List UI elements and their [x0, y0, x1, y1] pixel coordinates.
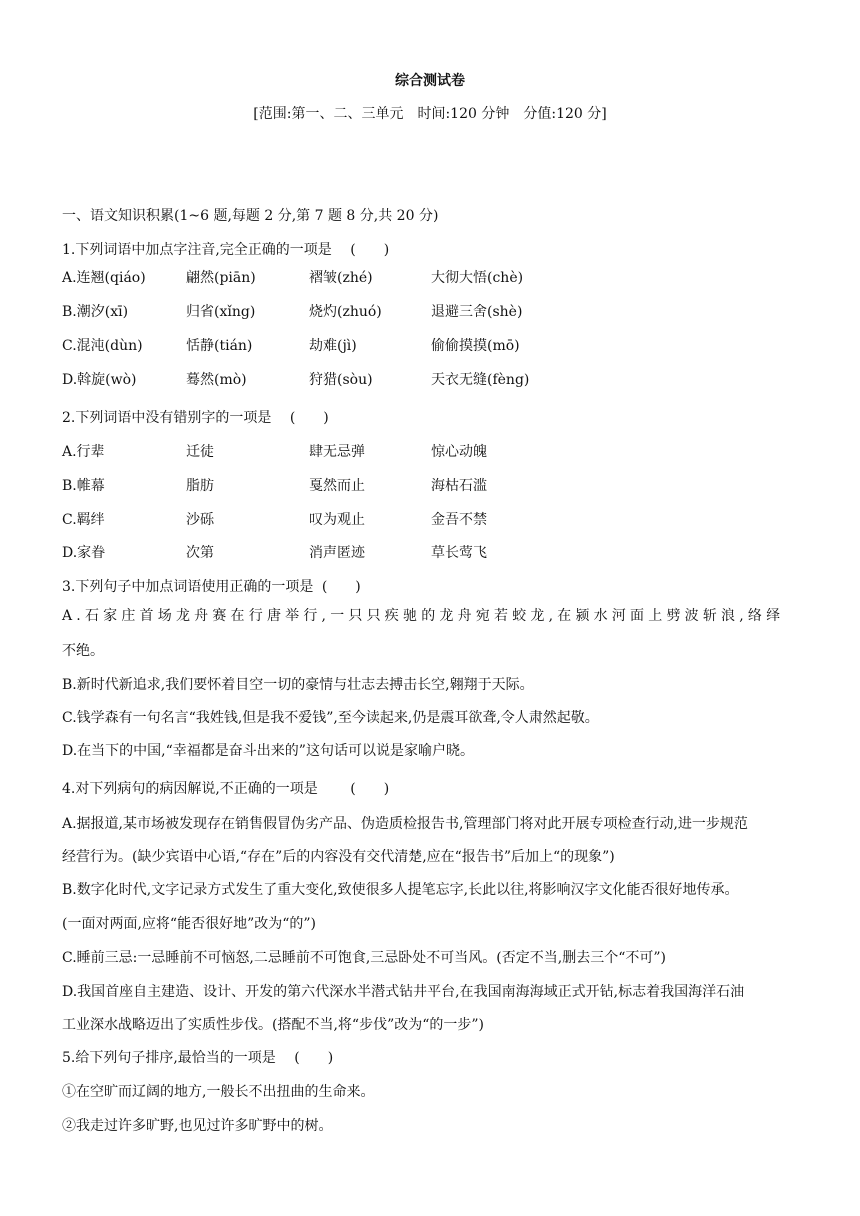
- q2-option-c: C.羁绊: [62, 512, 105, 528]
- question-1-stem: [62, 240, 390, 260]
- q4-option-b-line1: B.数字化时代,文字记录方式发生了重大变化,致使很多人提笔忘字,长此以往,将影响汉字文化能否很好地传承。: [62, 882, 739, 898]
- q4-option-d-line1: D.我国首座自主建造、设计、开发的第六代深水半潜式钻井平台,在我国南海海域正式开钻,标志着我国海洋石油: [62, 984, 745, 1000]
- q2-option-b-word4: 海枯石滥: [431, 478, 487, 494]
- q2-option-a-word2: 迁徒: [186, 444, 214, 460]
- q2-option-c-word2: 沙砾: [186, 512, 214, 528]
- q2-option-a-word4: 惊心动魄: [431, 444, 487, 460]
- q1-option-b: B.潮汐(xī): [62, 304, 129, 320]
- answer-blank: ( ): [294, 1050, 334, 1066]
- q1-option-c: C.混沌(dùn): [62, 338, 143, 354]
- q5-sentence-1: ①在空旷而辽阔的地方,一般长不出扭曲的生命来。: [62, 1084, 375, 1100]
- q1-option-a-word3: 褶皱(zhé): [309, 270, 373, 286]
- q3-option-a-line1: A.石家庄首场龙舟赛在行唐举行,一只只疾驰的龙舟宛若蛟龙,在颍水河面上劈波斩浪,络绎: [62, 608, 785, 624]
- question-text: 1.下列词语中加点字注音,完全正确的一项是: [62, 242, 332, 258]
- q1-option-c-word3: 劫难(jì): [309, 338, 357, 354]
- q3-option-c: C.钱学森有一句名言“我姓钱,但是我不爱钱”,至今读起来,仍是震耳欲聋,令人肃然起敬。: [62, 710, 599, 726]
- q1-option-b-word4: 退避三舍(shè): [431, 304, 523, 320]
- q2-option-a-word3: 肆无忌弹: [309, 444, 365, 460]
- q3-option-d: D.在当下的中国,“幸福都是奋斗出来的”这句话可以说是家喻户晓。: [62, 743, 474, 759]
- q1-option-d-word4: 天衣无缝(fèng): [431, 372, 530, 388]
- q2-option-d: D.家眷: [62, 545, 106, 561]
- answer-blank: ( ): [289, 410, 329, 426]
- q2-option-d-word2: 次第: [186, 545, 214, 561]
- answer-blank: ( ): [350, 242, 390, 258]
- q1-option-a-word4: 大彻大悟(chè): [431, 270, 524, 286]
- question-4-stem: [62, 779, 390, 799]
- section-heading: 一、语文知识积累(1~6 题,每题 2 分,第 7 题 8 分,共 20 分): [62, 208, 439, 224]
- q2-option-d-word4: 草长莺飞: [431, 545, 487, 561]
- q1-option-c-word2: 恬静(tián): [186, 338, 253, 354]
- q2-option-c-word4: 金吾不禁: [431, 512, 487, 528]
- q3-option-b: B.新时代新追求,我们要怀着目空一切的豪情与壮志去搏击长空,翱翔于天际。: [62, 677, 534, 693]
- exam-scope-info: [范围:第一、二、三单元 时间:120 分钟 分值:120 分]: [253, 106, 607, 122]
- q4-option-b-line2: (一面对两面,应将“能否很好地”改为“的”): [62, 916, 317, 932]
- q1-option-b-word2: 归省(xǐng): [186, 304, 256, 320]
- q2-option-d-word3: 消声匿迹: [309, 545, 365, 561]
- question-2-stem: [62, 408, 330, 428]
- q3-option-a-line2: 不绝。: [62, 643, 104, 659]
- question-text: 2.下列词语中没有错别字的一项是: [62, 410, 272, 426]
- answer-blank: ( ): [350, 781, 390, 797]
- q2-option-b: B.帷幕: [62, 478, 105, 494]
- exam-title: 综合测试卷: [395, 73, 465, 89]
- q1-option-a-word2: 翩然(piān): [186, 270, 256, 286]
- q5-sentence-2: ②我走过许多旷野,也见过许多旷野中的树。: [62, 1118, 333, 1134]
- question-3-stem: [62, 577, 362, 597]
- q2-option-a: A.行辈: [62, 444, 105, 460]
- q2-option-c-word3: 叹为观止: [309, 512, 365, 528]
- q1-option-a: A.连翘(qiáo): [62, 270, 146, 286]
- q4-option-d-line2: 工业深水战略迈出了实质性步伐。(搭配不当,将“步伐”改为“的一步”): [62, 1017, 485, 1033]
- question-5-stem: [62, 1048, 334, 1068]
- q2-option-b-word3: 戛然而止: [309, 478, 365, 494]
- q4-option-a-line2: 经营行为。(缺少宾语中心语,“存在”后的内容没有交代清楚,应在“报告书”后加上“的现象”): [62, 849, 615, 865]
- answer-blank: ( ): [321, 579, 361, 595]
- q1-option-c-word4: 偷偷摸摸(mō): [431, 338, 520, 354]
- q1-option-d-word2: 蓦然(mò): [186, 372, 247, 388]
- q4-option-c: C.睡前三忌:一忌睡前不可恼怒,二忌睡前不可饱食,三忌卧处不可当风。(否定不当,删去三个“不可”): [62, 950, 666, 966]
- q1-option-b-word3: 烧灼(zhuó): [309, 304, 382, 320]
- question-text: 5.给下列句子排序,最恰当的一项是: [62, 1050, 276, 1066]
- question-text: 3.下列句子中加点词语使用正确的一项是: [62, 579, 314, 595]
- q1-option-d-word3: 狩猎(sòu): [309, 372, 373, 388]
- q1-option-d: D.斡旋(wò): [62, 372, 137, 388]
- question-text: 4.对下列病句的病因解说,不正确的一项是: [62, 781, 318, 797]
- q4-option-a-line1: A.据报道,某市场被发现存在销售假冒伪劣产品、伪造质检报告书,管理部门将对此开展专项检查行动,进一步规范: [62, 816, 748, 832]
- q2-option-b-word2: 脂肪: [186, 478, 214, 494]
